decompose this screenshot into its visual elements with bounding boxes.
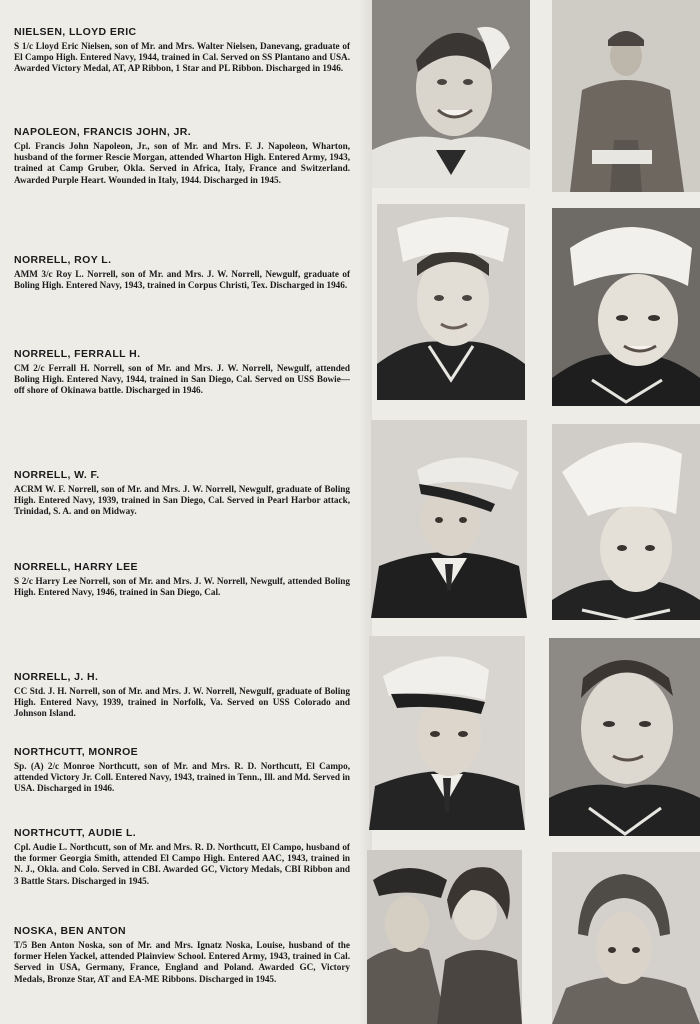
entry-name: NORTHCUTT, MONROE	[14, 746, 139, 758]
portrait-photo-northcutt-audie	[367, 850, 522, 1024]
portrait-sailor-icon	[377, 204, 525, 400]
portrait-photo-norrell-wf	[371, 420, 527, 618]
portrait-officer-icon	[371, 420, 527, 618]
entry-bio: T/5 Ben Anton Noska, son of Mr. and Mrs. Ignatz Noska, Louise, husband of the former Helen Yackel, attended Plainview School. Entered Army, 1943, trained in Cal. Served in USA, Germany, France, England and Poland. Awarded GC, Victory Medals, Bronze Star, AT and EA-ME Ribbons. Discharged in 1945.	[14, 940, 350, 984]
portrait-couple-icon	[367, 850, 522, 1024]
entry-napoleon	[14, 126, 350, 186]
portrait-photo-nielsen	[372, 0, 530, 188]
portrait-sailor-icon	[549, 638, 700, 836]
portrait-photo-napoleon	[552, 0, 700, 192]
entry-bio: Cpl. Audie L. Northcutt, son of Mr. and Mrs. R. D. Northcutt, El Campo, husband of the former Georgia Smith, attended El Campo High. Entered AAC, 1943, trained in N. J., Okla. and Colo. Served in CBI. Awarded GC, Victory Medals, CBI Ribbon and 3 Battle Stars. Discharged in 1945.	[14, 842, 350, 886]
entry-name: NORRELL, J. H.	[14, 671, 99, 683]
entry-name: NIELSEN, LLOYD ERIC	[14, 26, 137, 38]
entry-name: NOSKA, BEN ANTON	[14, 925, 126, 937]
portrait-sailor-icon	[552, 424, 700, 620]
entry-northcutt-audie	[14, 827, 350, 887]
entry-name: NORRELL, ROY L.	[14, 254, 112, 266]
entry-bio: Sp. (A) 2/c Monroe Northcutt, son of Mr. and Mrs. R. D. Northcutt, El Campo, attended Victory Jr. Coll. Entered Navy, 1943, trained in Tenn., Ill. and Md. Served in USA. Discharged in 1946.	[14, 761, 350, 794]
portrait-photo-norrell-jh	[369, 636, 525, 830]
entry-bio: ACRM W. F. Norrell, son of Mr. and Mrs. J. W. Norrell, Newgulf, graduate of Boling High. Entered Navy, 1939, trained in San Diego, Cal. Served in Pearl Harbor attack, Trinidad, S. A. and on Midway.	[14, 484, 350, 517]
entry-norrell-wf	[14, 469, 350, 518]
entry-name: NORRELL, W. F.	[14, 469, 100, 481]
portrait-sailor-icon	[552, 208, 700, 406]
entry-name: NAPOLEON, FRANCIS JOHN, JR.	[14, 126, 192, 138]
portrait-photo-norrell-roy	[377, 204, 525, 400]
entry-noska	[14, 925, 350, 985]
entry-name: NORRELL, FERRALL H.	[14, 348, 141, 360]
portrait-photo-northcutt-monroe	[549, 638, 700, 836]
entry-bio: S 1/c Lloyd Eric Nielsen, son of Mr. and Mrs. Walter Nielsen, Danevang, graduate of El Campo High. Entered Navy, 1944, trained in Cal. Served on SS Plantano and USA. Awarded Victory Medal, AT, AP Ribbon, 1 Star and PL Ribbon. Discharged in 1946.	[14, 41, 350, 74]
portrait-sailor-icon	[372, 0, 530, 188]
portrait-photo-noska	[552, 852, 700, 1024]
entry-norrell-roy	[14, 254, 350, 291]
portrait-photo-norrell-harry	[552, 424, 700, 620]
entry-norrell-jh	[14, 671, 350, 720]
portrait-officer-icon	[369, 636, 525, 830]
entry-bio: CM 2/c Ferrall H. Norrell, son of Mr. and Mrs. J. W. Norrell, Newgulf, attended Boling High. Entered Navy, 1944, trained in San Diego, Cal. Served on USS Bowie—off shore of Okinawa battle. Discharged in 1946.	[14, 363, 350, 396]
portrait-photo-norrell-ferrall	[552, 208, 700, 406]
entry-bio: CC Std. J. H. Norrell, son of Mr. and Mrs. J. W. Norrell, Newgulf, graduate of Boling High. Entered Navy, 1939, trained in Norfolk, Va. Served on USS Colorado and Johnson Island.	[14, 686, 350, 719]
entry-bio: S 2/c Harry Lee Norrell, son of Mr. and Mrs. J. W. Norrell, Newgulf, attended Boling High. Entered Navy, 1946, trained in San Diego, Cal.	[14, 576, 350, 598]
entry-norrell-ferrall	[14, 348, 350, 397]
portrait-soldier-icon	[552, 0, 700, 192]
entry-name: NORRELL, HARRY LEE	[14, 561, 138, 573]
entry-bio: AMM 3/c Roy L. Norrell, son of Mr. and Mrs. J. W. Norrell, Newgulf, graduate of Boling High. Entered Navy, 1943, trained in Corpus Christi, Tex. Discharged in 1946.	[14, 269, 350, 291]
entry-nielsen	[14, 26, 350, 75]
entry-name: NORTHCUTT, AUDIE L.	[14, 827, 137, 839]
entry-norrell-harry	[14, 561, 350, 598]
entry-bio: Cpl. Francis John Napoleon, Jr., son of Mr. and Mrs. F. J. Napoleon, Wharton, husband of the former Rescie Morgan, attended Wharton High. Entered Army, 1943, trained at Camp Gruber, Okla. Served in Africa, Italy, France and Switzerland. Awarded Purple Heart. Wounded in Italy, 1944. Discharged in 1945.	[14, 141, 350, 185]
portrait-helmet-soldier-icon	[552, 852, 700, 1024]
entry-northcutt-monroe	[14, 746, 350, 795]
